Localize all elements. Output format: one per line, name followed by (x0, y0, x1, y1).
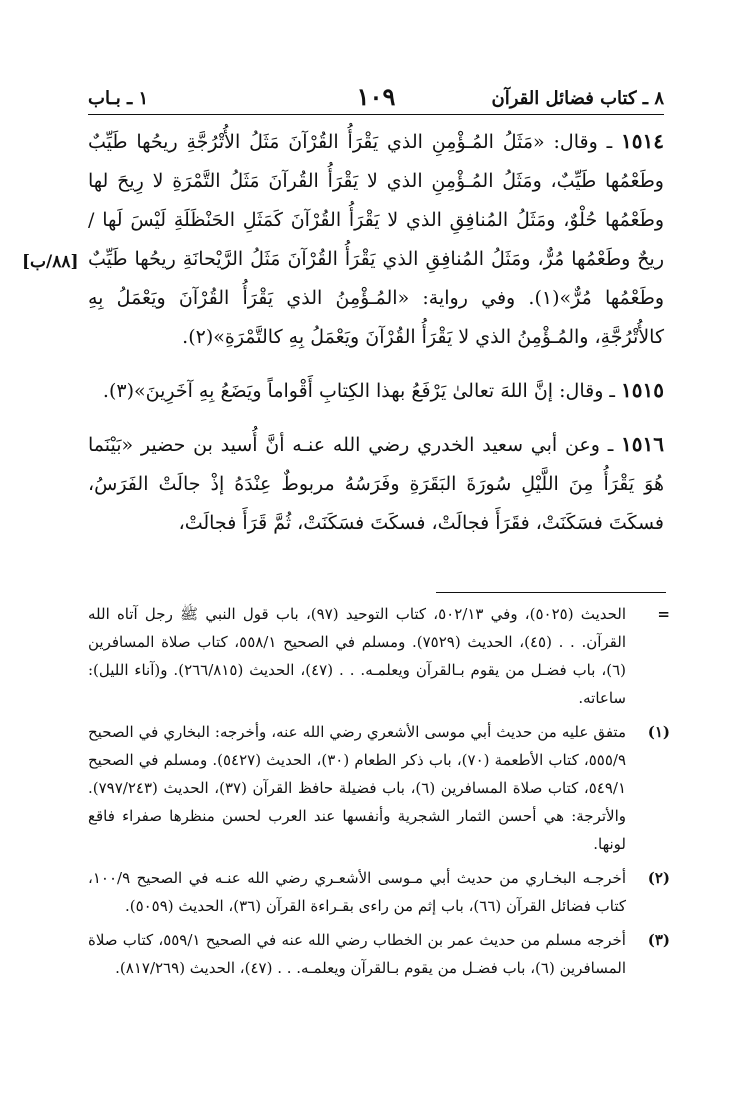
footnote (88, 926, 670, 982)
hadith-text: ـ وقال: «مَثَلُ المُـؤْمِنِ الذي يَقْرَأُ القُرْآنَ مَثَلُ الأُتْرُجَّةِ ريحُها طَيِّبٌ وطَعْمُها طَيِّبٌ، ومَثَلُ المُـؤْمِنِ الذي لا يَقْرَأُ القُرآنَ مَثَلُ التَّمْرَةِ لا رِيحَ لها وطَعْمُها حُلْوٌ، ومَثَلُ المُنافِقِ الذي لا يَقْرَأُ القُرْآنَ كَمَثَلِ الحَنْظَلَةِ لَيْسَ لَها / ريحٌ وطَعْمُها مُرٌّ، ومَثَلُ المُنافِقِ الذي يَقْرَأُ القُرْآنَ مَثَلُ الرَّيْحانَةِ ريحُها طَيِّبٌ وطَعْمُها مُرٌّ»(١). وفي رواية: «المُـؤْمِنُ الذي يَقْرَأُ القُرْآنَ ويَعْمَلُ بِهِ كالأُتْرُجَّةِ، والمُـؤْمِنُ الذي لا يَقْرَأُ القُرْآنَ ويَعْمَلُ بِهِ كالتَّمْرَةِ»(٢). (88, 131, 664, 348)
main-text (88, 122, 664, 557)
hadith-paragraph (88, 425, 664, 543)
page-header (88, 82, 664, 112)
hadith-text: ـ وعن أبي سعيد الخدري رضي الله عنـه أنَّ أُسيد بن حضير «بَيْنَما هُوَ يَقْرَأُ مِنَ اللَّيْلِ سُورَةَ البَقَرَةِ وفَرَسُهُ مربوطٌ عِنْدَهُ إذْ جالَتْ الفَرَسُ، فسكَتَ فسَكَنَتْ، فقَرَأَ فجالَتْ، فسكَتَ فسَكَنَتْ، ثُمَّ قَرَأَ فجالَتْ، (88, 434, 664, 534)
header-book-title: ٨ ـ كتاب فضائل القرآن (491, 88, 664, 109)
page-number: ١٠٩ (356, 82, 396, 111)
hadith-number: ١٥١٤ (621, 129, 664, 153)
footnote-label: = (657, 605, 670, 623)
footnote (88, 600, 670, 712)
footnote-text: الحديث (٥٠٢٥)، وفي ٥٠٢/١٣، كتاب التوحيد (٩٧)، باب قول النبي ﷺ رجل آتاه الله القرآن. . . (٤٥)، الحديث (٧٥٢٩). ومسلم في الصحيح ٥٥٨/١، كتاب صلاة المسافرين (٦)، باب فضـل من يقوم بـالقرآن ويعلمـه. . . (٤٧)، الحديث (٢٦٦/٨١٥). و(آناء الليل): ساعاته. (88, 605, 626, 707)
hadith-paragraph (88, 371, 664, 411)
hadith-paragraph (88, 122, 664, 357)
hadith-number: ١٥١٥ (621, 378, 664, 402)
footnote (88, 864, 670, 920)
header-chapter: ١ ـ بـاب (88, 88, 149, 109)
footnote-text: متفق عليه من حديث أبي موسى الأشعري رضي الله عنه، وأخرجه: البخاري في الصحيح ٥٥٥/٩، كتاب الأطعمة (٧٠)، باب ذكر الطعام (٣٠)، الحديث (٥٤٢٧). ومسلم في الصحيح ٥٤٩/١، كتاب صلاة المسافرين (٦)، باب فضيلة حافظ القرآن (٣٧)، الحديث (٧٩٧/٢٤٣). والأترجة: هي أحسن الثمار الشجرية وأنفسها عند العرب لحسن منظرها صفراء فاقع لونها. (88, 723, 627, 853)
footnote-text: أخرجـه البخـاري من حديث أبي مـوسى الأشعـري رضي الله عنـه في الصحيح ١٠٠/٩، كتاب فضائل القرآن (٦٦)، باب إثم من راءى بقـراءة القرآن (٣٦)، الحديث (٥٠٥٩). (88, 869, 626, 915)
manuscript-folio-marker: [٨٨/ب] (22, 252, 79, 272)
header-rule (88, 114, 664, 115)
footnote (88, 718, 670, 858)
footnote-label: (٣) (647, 931, 670, 949)
footnote-separator (436, 592, 666, 593)
footnote-text: أخرجه مسلم من حديث عمر بن الخطاب رضي الله عنه في الصحيح ٥٥٩/١، كتاب صلاة المسافرين (٦)، باب فضـل من يقوم بـالقرآن ويعلمـه. . . (٤٧)، الحديث (٨١٧/٢٦٩). (88, 931, 626, 977)
footnote-label: (٢) (647, 869, 670, 887)
footnotes (88, 600, 670, 988)
hadith-text: ـ وقال: إنَّ اللهَ تعالىٰ يَرْفَعُ بهذا الكِتابِ أَقْواماً ويَضَعُ بِهِ آخَرِينَ»(٣). (102, 380, 615, 402)
footnote-label: (١) (647, 723, 670, 741)
hadith-number: ١٥١٦ (621, 432, 664, 456)
